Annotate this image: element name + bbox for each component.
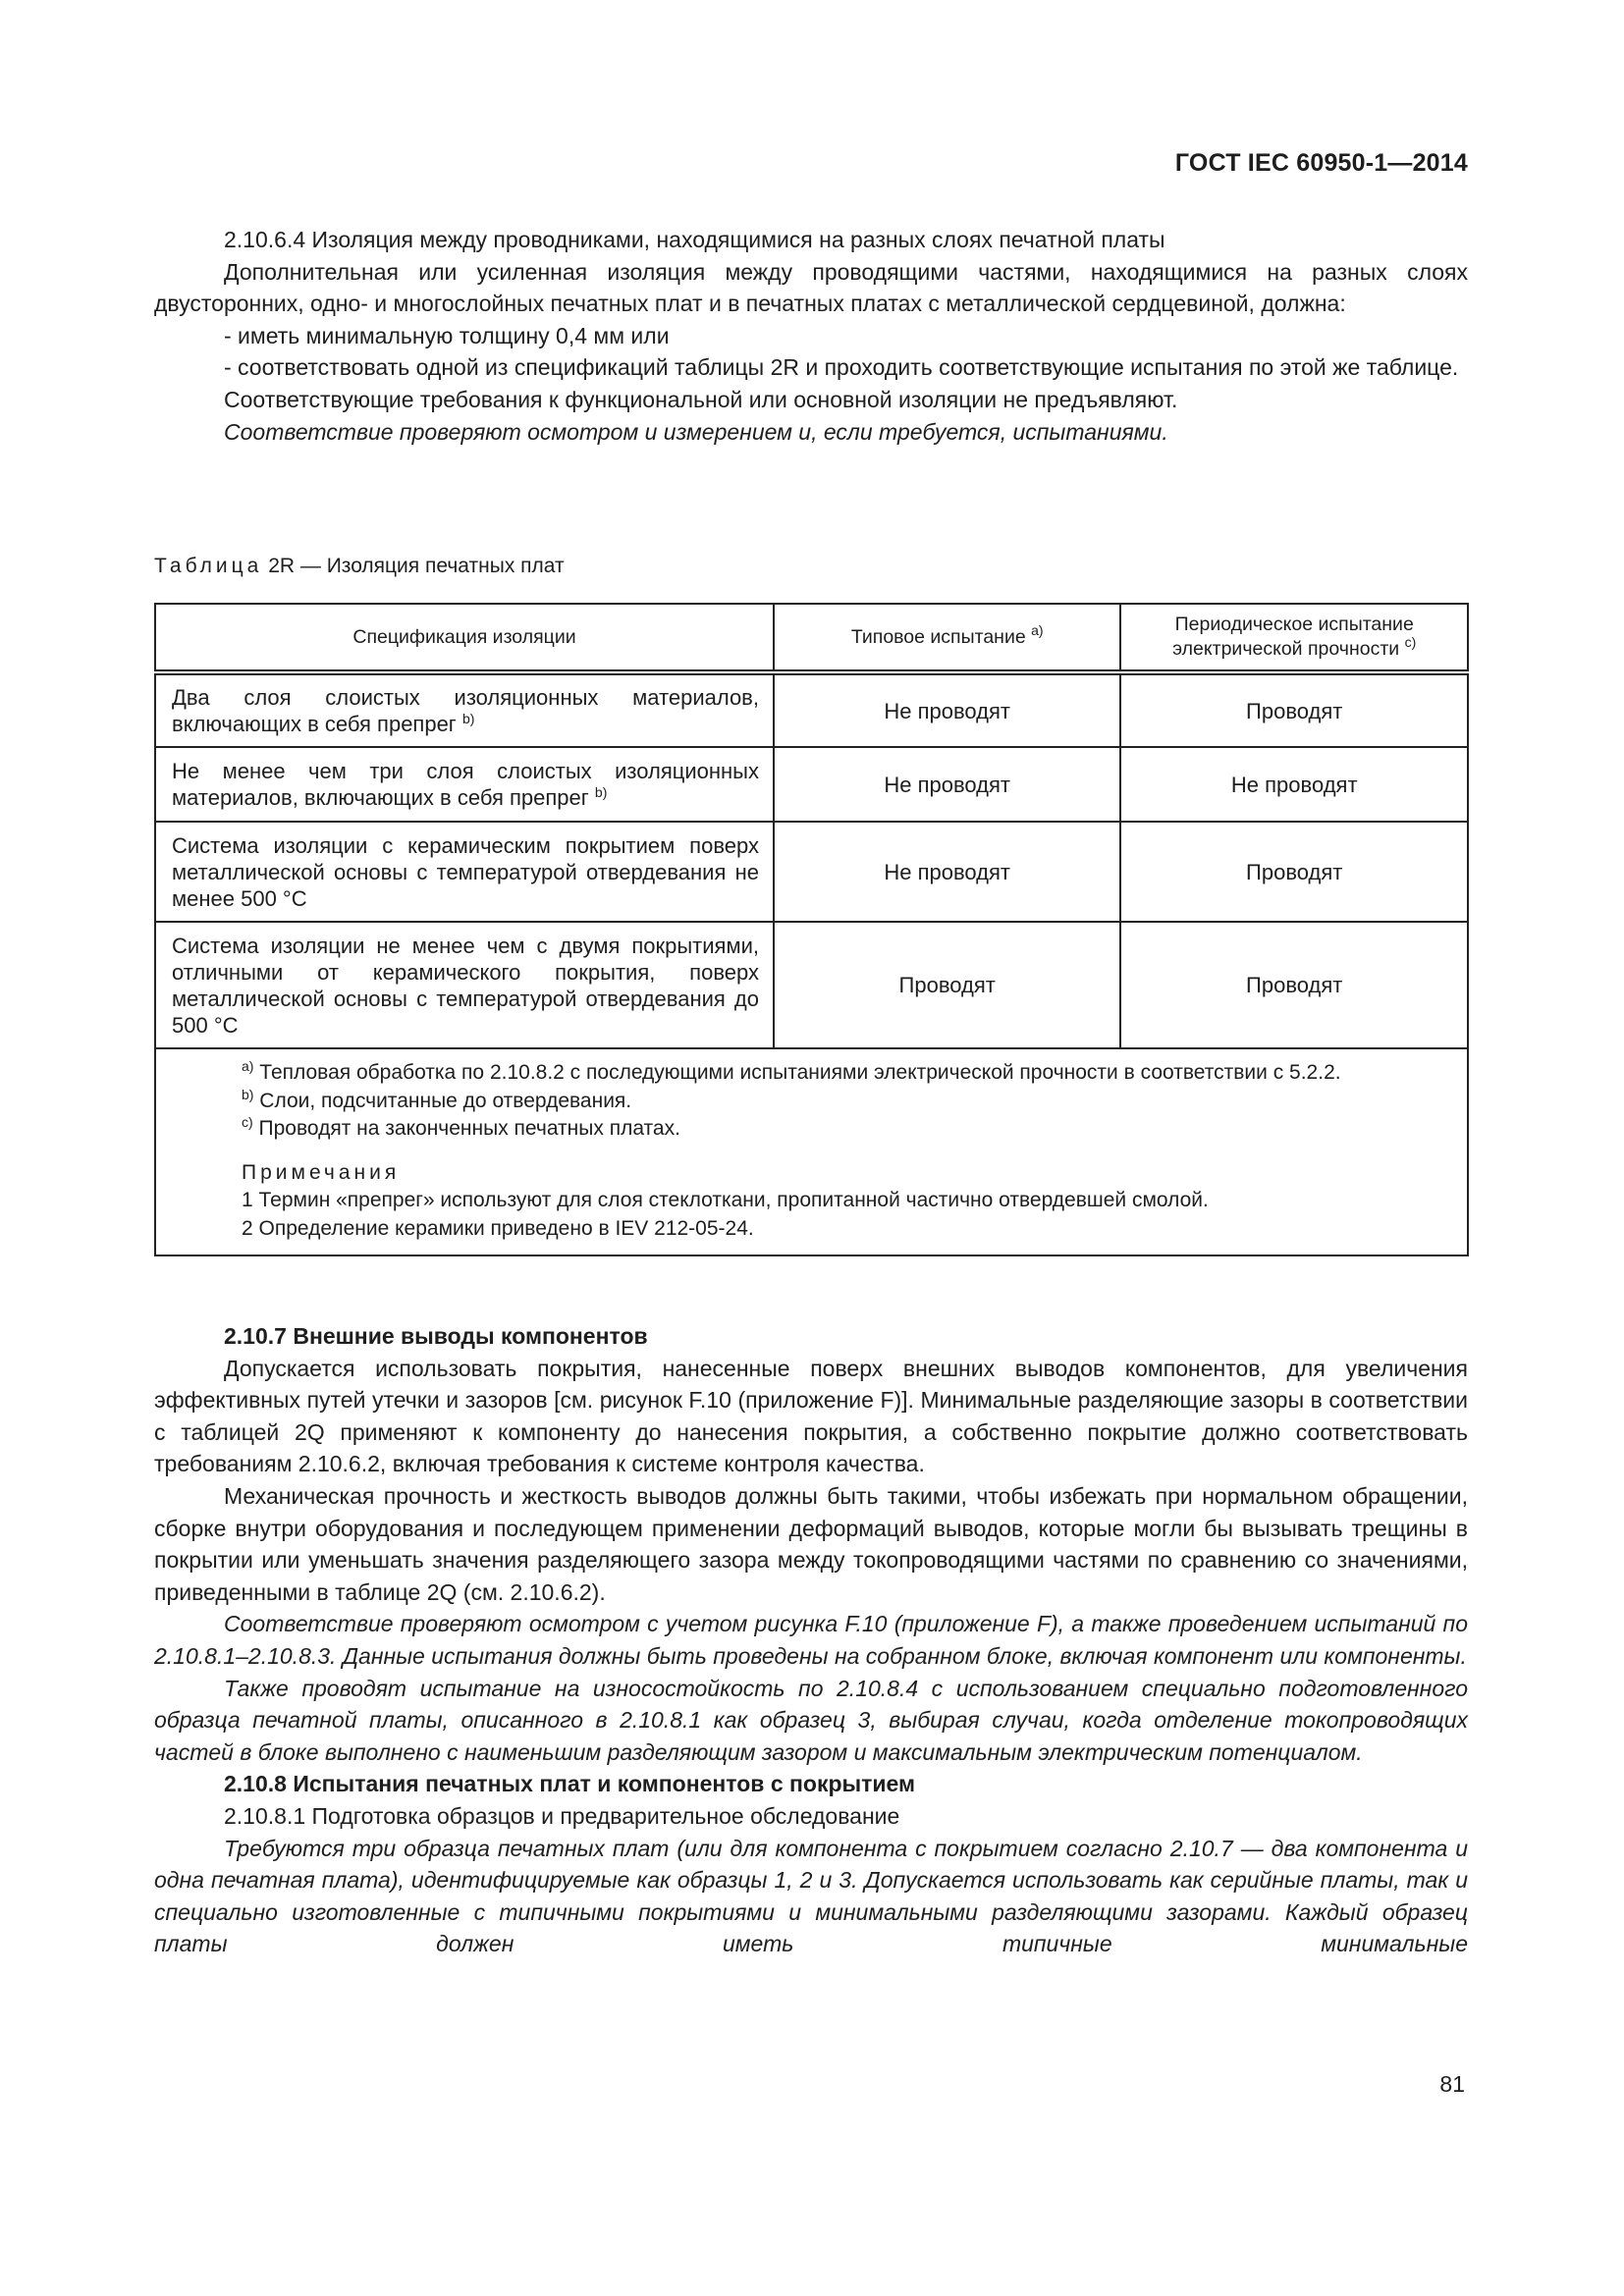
subsection-title: 2.10.6.4 Изоляция между проводниками, находящимися на разных слоях печатной платы	[224, 227, 1165, 252]
table-caption	[154, 555, 565, 578]
type-test-cell: Не проводят	[774, 672, 1120, 747]
type-test-cell: Проводят	[774, 922, 1120, 1048]
insulation-table	[154, 603, 1469, 1256]
periodic-test-cell: Проводят	[1120, 672, 1468, 747]
subsection-title: 2.10.8.1 Подготовка образцов и предварительное обследование	[224, 1802, 900, 1829]
type-test-cell: Не проводят	[774, 747, 1120, 822]
table-row	[155, 922, 1468, 1048]
table-footnotes	[155, 1048, 1468, 1255]
footnote-marker: b)	[594, 784, 608, 800]
section-2-10-6-4	[154, 224, 1468, 448]
notes-title: Примечания	[242, 1160, 401, 1184]
list-item: - иметь минимальную толщину 0,4 мм или	[224, 322, 670, 348]
table-row	[155, 672, 1468, 747]
spec-cell: Система изоляции с керамическим покрытием поверх металлической основы с температурой отвердевания не менее 500 °С	[155, 822, 774, 922]
paragraph: Дополнительная или усиленная изоляция между проводящими частями, находящимися на разных слоях двусторонних, одно- и многослойных печатных плат и в печатных платах с металлической сердцевиной, должна:	[154, 258, 1468, 317]
type-test-cell: Не проводят	[774, 822, 1120, 922]
periodic-test-cell: Проводят	[1120, 922, 1468, 1048]
table-footnotes-row	[155, 1048, 1468, 1255]
page-number: 81	[1439, 2071, 1465, 2097]
paragraph: Механическая прочность и жесткость выводов должны быть такими, чтобы избежать при нормальном обращении, сборке внутри оборудования и последующем применении деформаций выводов, которые могли бы вызывать трещины в покрытии или уменьшать значения разделяющего зазора между токопроводящими частями по сравнению со значениями, приведенными в таблице 2Q (см. 2.10.6.2).	[154, 1482, 1468, 1605]
compliance-statement: Соответствие проверяют осмотром и измерением и, если требуется, испытаниями.	[224, 418, 1168, 445]
paragraph: Соответствующие требования к функциональной или основной изоляции не предъявляют.	[224, 386, 1178, 412]
spec-cell: Не менее чем три слоя слоистых изоляционных материалов, включающих в себя препрег $^{b)}$	[155, 747, 774, 822]
table-caption-title: 2R — Изоляция печатных плат	[268, 555, 565, 577]
footnote: $^{a)}$ Тепловая обработка по 2.10.8.2 с последующими испытаниями электрической прочности в соответствии с 5.2.2.	[242, 1058, 1341, 1084]
table-row	[155, 747, 1468, 822]
section-title: 2.10.8 Испытания печатных плат и компонентов с покрытием	[224, 1771, 916, 1797]
compliance-statement: Соответствие проверяют осмотром с учетом рисунка F.10 (приложение F), а также проведением испытаний по 2.10.8.1–2.10.8.3. Данные испытания должны быть проведены на собранном блоке, включая компонент или компоненты.	[154, 1611, 1468, 1669]
section-2-10-7	[154, 1320, 1468, 1960]
list-item: - соответствовать одной из спецификаций таблицы 2R и проходить соответствующие испытания по этой же таблице.	[224, 354, 1459, 381]
spec-cell: Система изоляции не менее чем с двумя покрытиями, отличными от керамического покрытия, поверх металлической основы с температурой отвердевания до 500 °С	[155, 922, 774, 1048]
running-header: ГОСТ IEC 60950-1—2014	[1174, 149, 1468, 177]
paragraph: Допускается использовать покрытия, нанесенные поверх внешних выводов компонентов, для увеличения эффективных путей утечки и зазоров [см. рисунок F.10 (приложение F)]. Минимальные разделяющие зазоры в соответствии с таблицей 2Q применяют к компоненту до нанесения покрытия, а собственно покрытие должно соответствовать требованиям 2.10.6.2, включая требования к системе контроля качества.	[154, 1355, 1468, 1477]
note: 1 Термин «препрег» используют для слоя стеклоткани, пропитанной частично отвердевшей смолой.	[242, 1189, 1209, 1211]
note: 2 Определение керамики приведено в IEV 212-05-24.	[242, 1216, 754, 1240]
footnote-marker: b)	[461, 711, 475, 726]
footnote-marker: c)	[1404, 634, 1417, 650]
periodic-test-cell: Проводят	[1120, 822, 1468, 922]
column-header: Периодическое испытание электрической прочности $^{c)}$	[1120, 604, 1468, 672]
footnote: $^{b)}$ Слои, подсчитанные до отвердевания.	[242, 1086, 632, 1112]
column-header: Типовое испытание $^{a)}$	[774, 604, 1120, 672]
spec-cell: Два слоя слоистых изоляционных материалов, включающих в себя препрег $^{b)}$	[155, 672, 774, 747]
compliance-statement: Также проводят испытание на износостойкость по 2.10.8.4 с использованием специально подготовленного образца печатной платы, описанного в 2.10.8.1 как образец 3, выбирая случаи, когда отделение токопроводящих частей в блоке выполнено с наименьшим разделяющим зазором и максимальным электрическим потенциалом.	[154, 1675, 1468, 1765]
paragraph: Требуются три образца печатных плат (или для компонента с покрытием согласно 2.10.7 — два компонента и одна печатная плата), идентифицируемые как образцы 1, 2 и 3. Допускается использовать как серийные платы, так и специально изготовленные с типичными покрытиями и минимальными разделяющими зазорами. Каждый образец платы должен иметь типичные минимальные	[154, 1835, 1468, 1957]
column-header: Спецификация изоляции	[155, 604, 774, 672]
section-title: 2.10.7 Внешние выводы компонентов	[224, 1323, 648, 1349]
table-header-row	[155, 604, 1468, 672]
table-row	[155, 822, 1468, 922]
table-caption-prefix: Таблица	[154, 555, 263, 577]
periodic-test-cell: Не проводят	[1120, 747, 1468, 822]
footnote-marker: a)	[1031, 621, 1044, 638]
footnote: $^{c)}$ Проводят на законченных печатных платах.	[242, 1114, 680, 1140]
